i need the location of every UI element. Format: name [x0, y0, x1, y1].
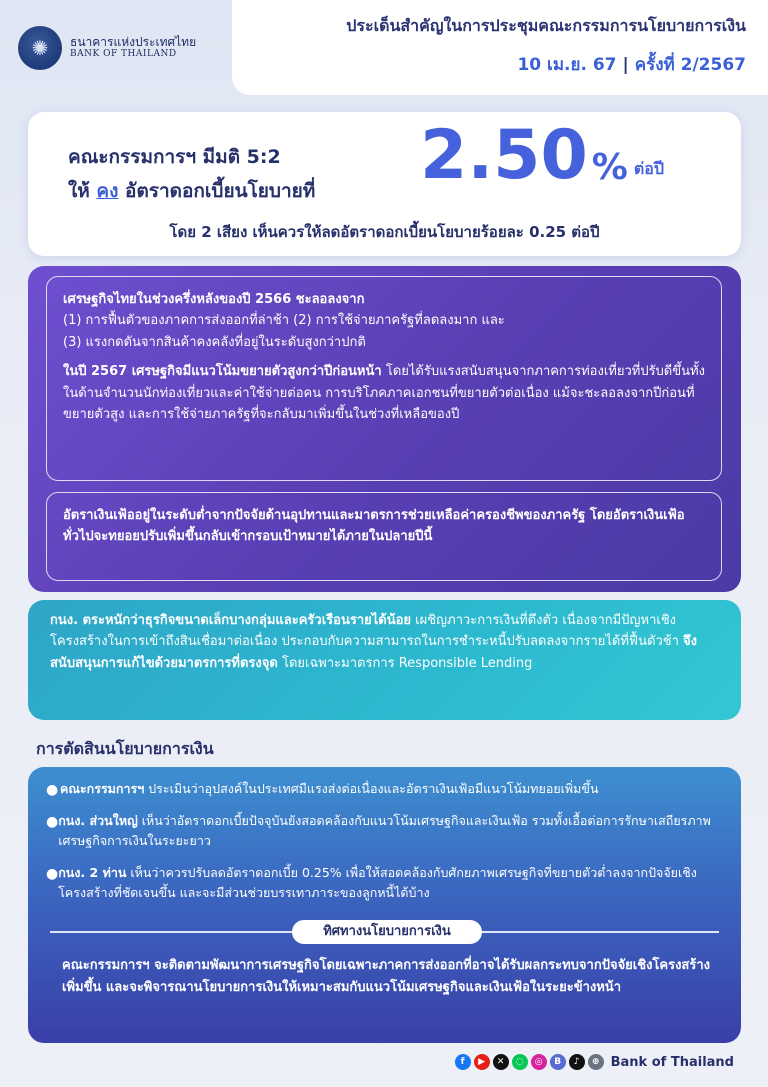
bullet-text: ประเมินว่าอุปสงค์ในประเทศมีแรงส่งต่อเนื่องและอัตราเงินเฟ้อมีแนวโน้มทยอยเพิ่มขึ้น	[144, 781, 599, 796]
policy-rate	[420, 116, 665, 195]
sme-text-2: โดยเฉพาะมาตรการ Responsible Lending	[277, 655, 533, 671]
bullet-label: กนง. ส่วนใหญ่	[58, 813, 138, 828]
sme-panel	[28, 600, 741, 720]
globe-icon[interactable]: ⊕	[588, 1054, 604, 1070]
blockdit-icon[interactable]: B	[550, 1054, 566, 1070]
policy-rate-value: 2.50	[420, 116, 588, 195]
economy-h2-2566-line3: (3) แรงกดดันจากสินค้าคงคลังที่อยู่ในระดับสูงกว่าปกติ	[63, 334, 366, 350]
economy-2567-outlook	[63, 361, 705, 425]
line-icon[interactable]: ◌	[512, 1054, 528, 1070]
bullet-dot-icon: ●	[46, 782, 59, 798]
policy-bullet	[46, 863, 726, 903]
sme-text	[50, 610, 719, 674]
sme-bold-2: จึงสนับสนุนการแก้ไขด้วยมาตรการที่ตรงจุด	[50, 634, 697, 671]
header-card	[232, 0, 768, 95]
policy-rate-unit: ต่อปี	[633, 159, 665, 178]
sme-bold-1: กนง. ตระหนักว่าธุรกิจขนาดเล็กบางกลุ่มและครัวเรือนรายได้น้อย	[50, 613, 412, 628]
decision-card	[28, 112, 741, 256]
meeting-date: 10 เม.ย. 67	[517, 55, 617, 75]
tiktok-icon[interactable]: ♪	[569, 1054, 585, 1070]
bank-name-th: ธนาคารแห่งประเทศไทย	[70, 34, 197, 49]
youtube-icon[interactable]: ▶	[474, 1054, 490, 1070]
bullet-dot-icon: ●	[46, 814, 59, 830]
bank-logo-area	[0, 0, 232, 95]
bullet-label: คณะกรรมการฯ	[60, 781, 145, 796]
decision-action	[68, 176, 315, 206]
x-icon[interactable]: ✕	[493, 1054, 509, 1070]
bank-seal-icon: ✺	[18, 26, 62, 70]
direction-label: ทิศทางนโยบายการเงิน	[292, 920, 482, 944]
policy-bullet	[46, 779, 726, 801]
bullet-dot-icon: ●	[46, 866, 59, 882]
dissent-note: โดย 2 เสียง เห็นควรให้ลดอัตราดอกเบี้ยนโยบายร้อยละ 0.25 ต่อปี	[169, 223, 600, 241]
economy-2567-bold: ในปี 2567 เศรษฐกิจมีแนวโน้มขยายตัวสูงกว่าปีก่อนหน้า	[63, 364, 382, 380]
policy-section-title: การตัดสินนโยบายการเงิน	[36, 739, 214, 758]
instagram-icon[interactable]: ◎	[531, 1054, 547, 1070]
meeting-number: ครั้งที่ 2/2567	[634, 55, 746, 75]
sme-text-1: เผชิญภาวะการเงินที่ตึงตัว เนื่องจากมีปัญหาเชิงโครงสร้างในการเข้าถึงสินเชื่อมาต่อเนื่อง ประกอบกับความสามารถในการชำระหนี้ปรับลดลงจากรายได้ที่ฟื้นตัวช้า	[50, 613, 684, 650]
economy-2567-text: โดยได้รับแรงสนับสนุนจากภาคการท่องเที่ยวที่ปรับดีขึ้นทั้งในด้านจำนวนนักท่องเที่ยวและค่าใช้จ่ายต่อคน การบริโภคภาคเอกชนที่ขยายตัวต่อเนื่อง แม้จะชะลอลงจากปีก่อนที่ขยายตัวสูง และการใช้จ่ายภาครัฐที่จะกลับมาเพิ่มขึ้นในช่วงที่เหลือของปี	[63, 364, 705, 423]
bullet-label: กนง. 2 ท่าน	[58, 865, 127, 880]
decision-vote: คณะกรรมการฯ มีมติ 5:2	[68, 146, 281, 168]
direction-text: คณะกรรมการฯ จะติดตามพัฒนาการเศรษฐกิจโดยเฉพาะภาคการส่งออกที่อาจได้รับผลกระทบจากปัจจัยเชิงโครงสร้างเพิ่มขึ้น และจะพิจารณานโยบายการเงินให้เหมาะสมกับแนวโน้มเศรษฐกิจและเงินเฟ้อในระยะข้างหน้า	[62, 958, 710, 996]
page-title: ประเด็นสำคัญในการประชุมคณะกรรมการนโยบายการเงิน	[346, 16, 746, 35]
policy-panel	[28, 767, 741, 1043]
bullet-text: เห็นว่าอัตราดอกเบี้ยปัจจุบันยังสอดคล้องกับแนวโน้มเศรษฐกิจและเงินเฟ้อ รวมทั้งเอื้อต่อการรักษาเสถียรภาพเศรษฐกิจการเงินในระยะยาว	[58, 813, 711, 848]
economy-h2-2566-line2: (1) การฟื้นตัวของภาคการส่งออกที่ล่าช้า (2) การใช้จ่ายภาครัฐที่ลดลงมาก และ	[63, 313, 505, 329]
economy-outlook-box	[46, 276, 722, 481]
inflation-text: อัตราเงินเฟ้ออยู่ในระดับต่ำจากปัจจัยด้านอุปทานและมาตรการช่วยเหลือค่าครองชีพของภาครัฐ โดยอัตราเงินเฟ้อทั่วไปจะทยอยปรับเพิ่มขึ้นกลับเข้ากรอบเป้าหมายได้ภายในปลายปีนี้	[63, 508, 685, 545]
footer-bank-name: Bank of Thailand	[610, 1054, 734, 1070]
decision-suffix: อัตราดอกเบี้ยนโยบายที่	[118, 180, 316, 202]
footer	[455, 1054, 734, 1070]
inflation-box	[46, 492, 722, 581]
decision-hold: คง	[96, 180, 119, 202]
decision-prefix: ให้	[68, 180, 97, 202]
economy-panel	[28, 266, 741, 592]
policy-rate-percent: %	[591, 147, 628, 188]
decision-statement	[68, 142, 315, 206]
policy-bullet	[46, 811, 726, 851]
meeting-separator: |	[622, 55, 629, 75]
bank-name-en: BANK OF THAILAND	[70, 49, 177, 60]
bullet-text: เห็นว่าควรปรับลดอัตราดอกเบี้ย 0.25% เพื่อให้สอดคล้องกับศักยภาพเศรษฐกิจที่ขยายตัวต่ำลงจากปัจจัยเชิงโครงสร้างที่ชัดเจนขึ้น และจะมีส่วนช่วยบรรเทาภาระของลูกหนี้ได้บ้าง	[58, 865, 697, 900]
facebook-icon[interactable]: f	[455, 1054, 471, 1070]
economy-h2-2566-title: เศรษฐกิจไทยในช่วงครึ่งหลังของปี 2566 ชะลอลงจาก	[63, 292, 365, 307]
meeting-info	[232, 51, 746, 78]
